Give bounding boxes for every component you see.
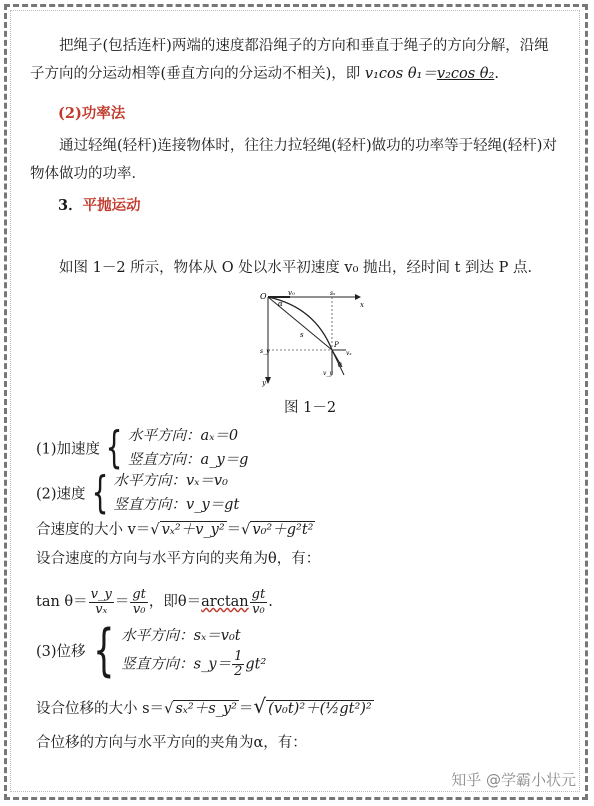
label-sx: sₓ	[330, 290, 336, 297]
displacement-block	[36, 617, 267, 683]
paragraph-power: 通过轻绳(轻杆)连接物体时，往往力拉轻绳(轻杆)做功的功率等于轻绳(轻杆)对物体做功的功率．	[30, 138, 557, 182]
fraction-gt-v0	[130, 588, 148, 617]
numerator: v_y	[90, 586, 112, 602]
watermark: 知乎 @学霸小状元	[451, 771, 576, 789]
sqrt-icon: √	[150, 522, 160, 538]
heading-power-method: (2)功率法	[58, 105, 126, 122]
denominator: v₀	[132, 601, 146, 617]
paragraph-intro: 如图 1－2 所示，物体从 O 处以水平初速度 v₀ 抛出，经时间 t 到达 P 点．	[59, 260, 543, 276]
paragraph-rope-decomposition: 把绳子(包括连杆)两端的速度都沿绳子的方向和垂直于绳子的方向分解，沿绳子方向的分运动相等(垂直方向的分运动不相关)，即 v₁cos θ₁＝v₂cos θ₂.	[30, 38, 549, 82]
heading-number: 3．	[58, 197, 83, 214]
vel-mag-radicand-2: v₀²＋g²t²	[252, 522, 314, 538]
equals: ＝	[238, 701, 254, 717]
sqrt-icon: √	[241, 522, 251, 538]
acc-vertical: 竖直方向：a_y＝g	[128, 452, 249, 468]
denominator: v₀	[252, 601, 265, 617]
label-vy: v_y	[323, 370, 333, 377]
velocity-magnitude	[36, 516, 315, 544]
tan-equation	[36, 582, 273, 622]
disp-horizontal: 水平方向：sₓ＝v₀t	[121, 628, 241, 644]
velocity-direction: 设合速度的方向与水平方向的夹角为θ，有：	[36, 551, 321, 567]
figure-caption: 图 1－2	[284, 400, 337, 416]
acc-label: (1)加速度	[36, 441, 101, 458]
sqrt-icon: √	[253, 694, 267, 718]
fraction-gt-v0-2	[250, 588, 268, 617]
x-axis-arrow	[355, 294, 361, 300]
vel-vertical: 竖直方向：v_y＝gt	[113, 497, 240, 513]
label-theta: θ	[338, 362, 342, 369]
fraction-half	[232, 650, 244, 679]
acceleration-block	[36, 424, 248, 472]
vel-mag-prefix: 合速度的大小 v＝	[36, 522, 151, 538]
numerator: gt	[251, 586, 266, 602]
numerator: 1	[234, 649, 243, 664]
brace-icon: {	[91, 467, 108, 518]
label-sy: s_y	[260, 348, 270, 355]
brace-icon: {	[92, 617, 115, 683]
disp-vertical-suffix: gt²	[245, 656, 267, 673]
displacement-magnitude	[36, 692, 374, 723]
label-s: s	[300, 331, 304, 339]
label-alpha: α	[278, 300, 283, 308]
label-v0: v₀	[288, 289, 295, 297]
equals: ＝	[114, 594, 130, 610]
disp-vertical-prefix: 竖直方向：s_y＝	[121, 656, 232, 673]
disp-label: (3)位移	[36, 644, 86, 660]
arctan: arctan	[201, 594, 249, 610]
denominator: 2	[234, 664, 243, 679]
disp-mag-prefix: 设合位移的大小 s＝	[36, 701, 165, 717]
equation-left: v₁cos θ₁＝	[364, 66, 437, 82]
vel-label: (2)速度	[36, 486, 86, 503]
heading-projectile	[58, 192, 141, 220]
numerator: gt	[132, 586, 146, 602]
period: .	[268, 594, 273, 610]
sqrt-icon: √	[164, 701, 174, 717]
label-y: y	[262, 379, 266, 387]
brace-icon: {	[105, 422, 123, 473]
projectile-diagram	[260, 287, 370, 387]
paragraph-text: 把绳子(包括连杆)两端的速度都沿绳子的方向和垂直于绳子的方向分解，沿绳子方向的分运动相等(垂直方向的分运动不相关)，即	[30, 38, 549, 82]
equals: ＝	[226, 522, 242, 538]
tan-mid: ，即θ＝	[148, 594, 202, 610]
acc-horizontal: 水平方向：aₓ＝0	[128, 428, 239, 444]
vel-mag-radicand-1: vₓ²＋v_y²	[161, 522, 225, 538]
heading-title: 平抛运动	[82, 197, 141, 214]
denominator: vₓ	[95, 601, 108, 617]
vel-horizontal: 水平方向：vₓ＝v₀	[113, 473, 228, 489]
label-x: x	[360, 301, 364, 309]
equation-right: v₂cos θ₂	[436, 66, 495, 82]
displacement-direction: 合位移的方向与水平方向的夹角为α，有：	[36, 735, 307, 751]
label-O: O	[260, 292, 267, 301]
fraction-vy-vx	[89, 588, 114, 617]
label-vx: vₓ	[346, 350, 352, 357]
disp-vertical	[121, 650, 266, 679]
label-P: P	[334, 341, 339, 349]
disp-mag-radicand-1: sₓ²＋s_y²	[175, 701, 237, 717]
tan-prefix: tan θ＝	[36, 594, 88, 610]
disp-mag-radicand-2: (v₀t)²＋(½gt²)²	[268, 701, 372, 717]
velocity-block	[36, 469, 239, 517]
